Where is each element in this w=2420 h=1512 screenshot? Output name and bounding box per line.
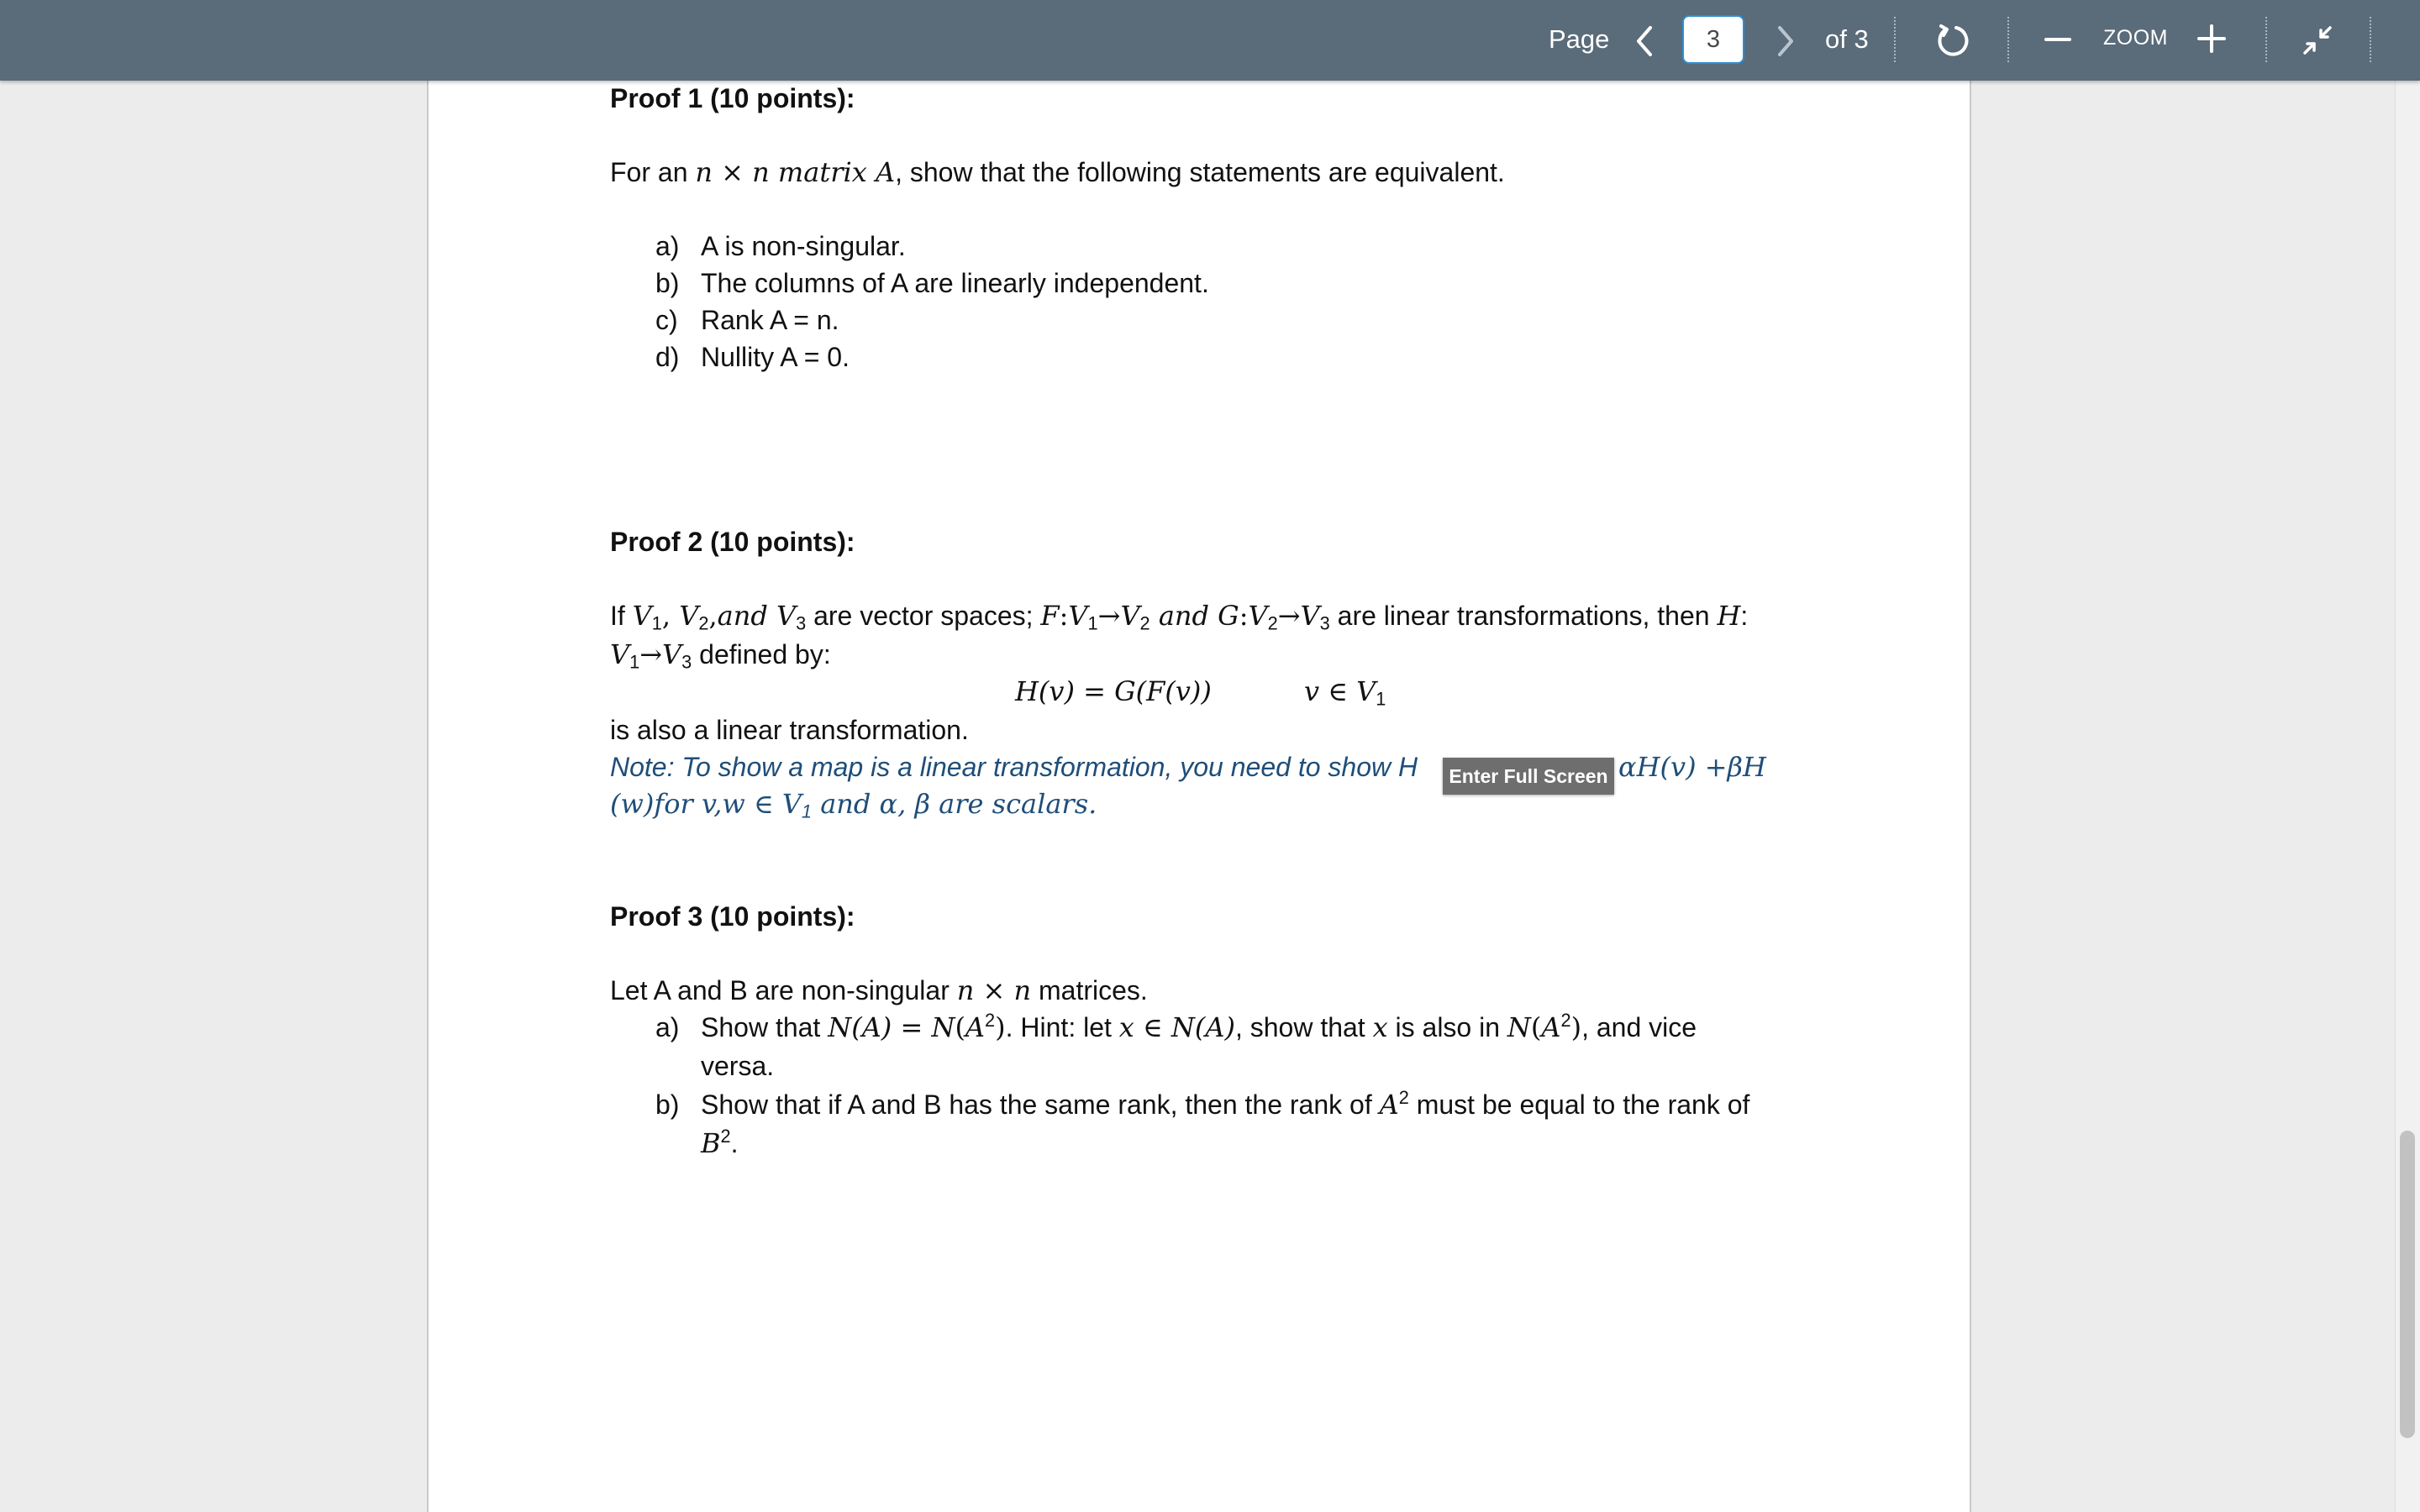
list-marker: b) [655,1089,680,1120]
list-marker: a) [655,231,680,261]
toolbar-divider [2265,17,2267,62]
page-label: Page [1549,24,1610,54]
proof2-note-line2: (w)for v,w ∈ $V_1$ and α, β are scalars. [610,788,1097,822]
chevron-left-icon[interactable] [1634,23,1655,60]
list-item: Show that if A and B has the same rank, then the rank of $A^2$ must be equal to the rank of [701,1087,1750,1121]
proof2-conclusion: is also a linear transformation. [610,715,969,745]
zoom-label: ZOOM [2103,26,2168,50]
proof1-heading: Proof 1 (10 points): [610,83,855,113]
proof2-note-line1: Note: To show a map is a linear transformation, you need to show H [610,752,1418,782]
list-item: Nullity A = 0. [701,342,850,372]
page-number-input[interactable] [1682,15,1744,64]
proof2-statement-line2: $V_1\to V_3$ defined by: [610,638,831,673]
toolbar-divider [2370,17,2371,62]
list-item-continuation: versa. [701,1051,775,1081]
list-item-continuation: $B^2$. [701,1126,739,1159]
list-item: A is non-singular. [701,231,906,261]
proof3-intro: Let A and B are non-singular n × n matrices. [610,974,1148,1006]
list-marker: a) [655,1012,680,1042]
scrollbar-thumb[interactable] [2400,1131,2415,1438]
list-item: The columns of A are linearly independent. [701,268,1209,298]
plus-icon[interactable] [2196,24,2227,54]
proof2-formula: H(v) = G(F(v)) [1015,675,1212,707]
proof2-note-line1-end: αH(v) +βH [1618,751,1766,783]
list-item: Show that $N(A) = N(A^2)$. Hint: let x ∈ N(A), show that x is also in $N(A^2)$, and vice [701,1010,1697,1043]
proof2-formula-domain: v ∈ $V_1$ [1304,675,1386,710]
viewer-toolbar [0,0,2420,81]
list-marker: b) [655,268,680,298]
proof2-heading: Proof 2 (10 points): [610,527,855,557]
toolbar-divider [2007,17,2009,62]
list-marker: d) [655,342,680,372]
proof2-statement-line1: If $V_1$, $V_2,and$ $V_3$ are vector spaces; $F:V_1\to V_2$ and $G:V_2\to V_3$ are linear transformations, then H: [610,600,1749,634]
list-item: Rank A = n. [701,305,839,335]
minus-icon[interactable] [2044,25,2072,54]
fullscreen-tooltip: Enter Full Screen [1443,758,1614,795]
list-marker: c) [655,305,678,335]
document-page [427,81,1971,1512]
exit-fullscreen-icon[interactable] [2301,24,2334,57]
proof1-intro: For an n × n matrix A, show that the following statements are equivalent. [610,156,1505,188]
chevron-right-icon[interactable] [1775,23,1797,60]
proof3-heading: Proof 3 (10 points): [610,901,855,932]
toolbar-divider [1894,17,1896,62]
page-total: of 3 [1825,24,1869,54]
rotate-icon[interactable] [1934,22,1971,59]
